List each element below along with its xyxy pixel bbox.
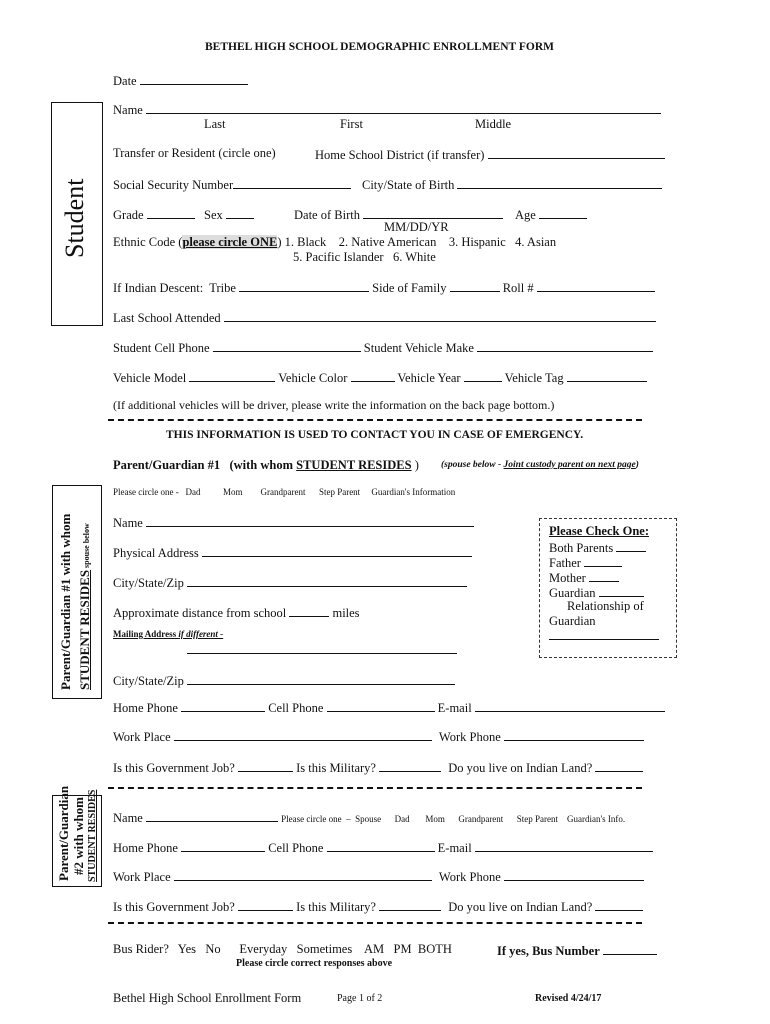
guardian1-heading xyxy=(113,459,419,472)
guardian1-address-field[interactable] xyxy=(202,545,472,557)
guardian2-cell-phone-label: Cell Phone xyxy=(268,841,324,855)
guardian2-name-row xyxy=(113,810,625,825)
guardian1-csz-label: City/State/Zip xyxy=(113,576,184,590)
vehicle-year-label: Vehicle Year xyxy=(397,371,461,385)
ethnic-emphasis: please circle ONE xyxy=(182,235,278,249)
vehicle-make-label: Student Vehicle Make xyxy=(363,341,474,355)
guardian2-military-field[interactable] xyxy=(379,899,441,911)
guardian1-name-label: Name xyxy=(113,516,143,530)
grade-row xyxy=(113,207,195,222)
guardian2-phone-row xyxy=(113,840,653,855)
student-cell-row xyxy=(113,340,653,355)
date-field[interactable] xyxy=(140,73,248,85)
guardian1-address-label: Physical Address xyxy=(113,546,199,560)
roll-label: Roll # xyxy=(502,281,534,295)
guardian1-email-label: E-mail xyxy=(437,701,472,715)
guardian1-cell-phone-field[interactable] xyxy=(327,700,435,712)
name-row xyxy=(113,102,661,117)
bus-number-label: If yes, Bus Number xyxy=(497,944,600,958)
age-field[interactable] xyxy=(539,207,587,219)
bus-number-row xyxy=(497,943,657,958)
ethnic-options-1: 1. Black 2. Native American 3. Hispanic 4. Asian xyxy=(284,235,557,249)
ethnic-label: Ethnic Code ( xyxy=(113,235,183,249)
guardian1-side-label-1: Parent/Guardian #1 with whom xyxy=(58,513,73,690)
guardian1-side-resides: STUDENT RESIDES xyxy=(77,569,92,690)
father-field[interactable] xyxy=(584,555,622,567)
relationship-label-1: Relationship of xyxy=(567,599,644,613)
guardian1-csz-field[interactable] xyxy=(187,575,467,587)
father-label: Father xyxy=(549,556,581,570)
student-name-field[interactable] xyxy=(146,102,661,114)
guardian1-email-field[interactable] xyxy=(475,700,665,712)
vehicle-year-field[interactable] xyxy=(464,370,502,382)
guardian1-csz-row xyxy=(113,575,467,590)
age-row xyxy=(515,207,587,222)
side-of-family-field[interactable] xyxy=(450,280,500,292)
home-district-field[interactable] xyxy=(488,147,665,159)
bus-rider-options[interactable]: Bus Rider? Yes No Everyday Sometimes AM PM BOTH xyxy=(113,942,452,956)
last-school-field[interactable] xyxy=(224,310,656,322)
tribe-label: If Indian Descent: Tribe xyxy=(113,281,236,295)
student-cell-field[interactable] xyxy=(213,340,361,352)
guardian2-work-phone-label: Work Phone xyxy=(438,870,501,884)
age-label: Age xyxy=(515,208,536,222)
vehicle-color-field[interactable] xyxy=(351,370,395,382)
guardian1-circle-options[interactable]: Please circle one - Dad Mom Grandparent Step Parent Guardian's Information xyxy=(113,487,456,497)
guardian1-csz2-field[interactable] xyxy=(187,673,455,685)
mother-field[interactable] xyxy=(589,570,619,582)
grade-label: Grade xyxy=(113,208,144,222)
dob-field[interactable] xyxy=(363,207,503,219)
guardian1-work-row xyxy=(113,729,644,744)
mailing-b: if different - xyxy=(178,629,224,639)
date-row xyxy=(113,73,248,88)
guardian1-cell-phone-label: Cell Phone xyxy=(268,701,324,715)
ethnic-paren: ) xyxy=(277,235,282,249)
transfer-label: Transfer or Resident (circle one) xyxy=(113,146,276,160)
check-both-parents[interactable] xyxy=(549,540,646,555)
guardian-label: Guardian xyxy=(549,586,596,600)
ssn-field[interactable] xyxy=(233,177,351,189)
guardian2-email-label: E-mail xyxy=(437,841,472,855)
ethnic-options-2: 5. Pacific Islander 6. White xyxy=(293,250,436,264)
emergency-heading: THIS INFORMATION IS USED TO CONTACT YOU IN CASE OF EMERGENCY. xyxy=(166,429,584,441)
name-last-label: Last xyxy=(204,117,226,131)
bus-note: Please circle correct responses above xyxy=(236,958,393,969)
guardian-field[interactable] xyxy=(599,585,644,597)
name-middle-label: Middle xyxy=(475,117,512,131)
guardian2-gov-field[interactable] xyxy=(238,899,293,911)
mailing-address-label xyxy=(113,630,223,639)
guardian2-home-phone-label: Home Phone xyxy=(113,841,178,855)
guardian1-work-phone-label: Work Phone xyxy=(438,730,501,744)
distance-label: Approximate distance from school xyxy=(113,606,287,620)
spouse-note-c: ) xyxy=(635,460,639,470)
guardian1-name-field[interactable] xyxy=(146,515,474,527)
birthplace-label: City/State of Birth xyxy=(362,178,455,192)
guardian1-work-phone-field[interactable] xyxy=(504,729,644,741)
date-label: Date xyxy=(113,74,137,88)
guardian2-work-place-field[interactable] xyxy=(174,869,432,881)
name-first-label: First xyxy=(340,117,363,131)
guardian1-address-row xyxy=(113,545,472,560)
guardian2-military-label: Is this Military? xyxy=(296,900,376,914)
footer-page-number: Page 1 of 2 xyxy=(337,993,383,1004)
relationship-label-2: Guardian xyxy=(549,614,596,628)
student-cell-label: Student Cell Phone xyxy=(113,341,210,355)
guardian1-phone-row xyxy=(113,700,665,715)
form-title: BETHEL HIGH SCHOOL DEMOGRAPHIC ENROLLMENT FORM xyxy=(205,41,554,53)
guardian2-side-label-1: Parent/Guardian xyxy=(56,785,71,881)
guardian2-email-field[interactable] xyxy=(475,840,653,852)
guardian1-military-field[interactable] xyxy=(379,760,441,772)
sex-row xyxy=(204,207,254,222)
guardian2-name-field[interactable] xyxy=(146,810,278,822)
relationship-field[interactable] xyxy=(549,628,659,640)
check-guardian[interactable] xyxy=(549,585,644,600)
both-parents-label: Both Parents xyxy=(549,541,614,555)
guardian1-indian-land-field[interactable] xyxy=(595,760,643,772)
spouse-note-a: (spouse below - xyxy=(441,460,504,470)
vehicle-tag-field[interactable] xyxy=(567,370,647,382)
guardian2-work-row xyxy=(113,869,644,884)
guardian1-military-label: Is this Military? xyxy=(296,761,376,775)
guardian2-gov-row xyxy=(113,899,643,914)
check-mother[interactable] xyxy=(549,570,619,585)
home-district-label: Home School District (if transfer) xyxy=(315,148,485,162)
guardian1-work-place-field[interactable] xyxy=(174,729,432,741)
student-side-label: Student xyxy=(60,178,89,258)
indian-descent-row xyxy=(113,280,655,295)
roll-field[interactable] xyxy=(537,280,655,292)
guardian1-heading-a: Parent/Guardian #1 ( xyxy=(113,458,234,472)
guardian1-home-phone-label: Home Phone xyxy=(113,701,178,715)
guardian2-home-phone-field[interactable] xyxy=(181,840,265,852)
guardian2-gov-label: Is this Government Job? xyxy=(113,900,235,914)
footer-form-name: Bethel High School Enrollment Form xyxy=(113,991,302,1005)
bus-number-field[interactable] xyxy=(603,943,657,955)
guardian1-spouse-note xyxy=(441,461,639,471)
ssn-row xyxy=(113,177,351,192)
section-divider-bottom xyxy=(108,922,642,924)
guardian1-distance-row xyxy=(113,605,360,620)
guardian1-gov-row xyxy=(113,760,643,775)
guardian2-circle-options[interactable]: Please circle one – Spouse Dad Mom Grandparent Step Parent Guardian's Info. xyxy=(281,814,626,824)
mother-label: Mother xyxy=(549,571,586,585)
mailing-a: Mailing Address xyxy=(113,629,179,639)
guardian1-gov-field[interactable] xyxy=(238,760,293,772)
birthplace-row xyxy=(362,177,662,192)
guardian1-heading-resides: STUDENT RESIDES xyxy=(296,458,412,472)
dob-label: Date of Birth xyxy=(294,208,360,222)
guardian2-work-place-label: Work Place xyxy=(113,870,171,884)
home-district-row xyxy=(315,147,665,162)
guardian1-csz2-label: City/State/Zip xyxy=(113,674,184,688)
both-parents-field[interactable] xyxy=(616,540,646,552)
guardian2-cell-phone-field[interactable] xyxy=(327,840,435,852)
guardian2-name-label: Name xyxy=(113,811,143,825)
guardian2-side-label-2: #2 with whom xyxy=(71,796,86,875)
grade-field[interactable] xyxy=(147,207,195,219)
vehicle-model-label: Vehicle Model xyxy=(113,371,187,385)
footer-revised: Revised 4/24/17 xyxy=(535,993,602,1004)
guardian2-work-phone-field[interactable] xyxy=(504,869,644,881)
guardian1-csz2-row xyxy=(113,673,455,688)
guardian1-heading-b: with whom xyxy=(233,458,297,472)
guardian1-side-label-2 xyxy=(77,523,93,690)
birthplace-field[interactable] xyxy=(457,177,662,189)
guardian1-gov-label: Is this Government Job? xyxy=(113,761,235,775)
guardian1-heading-d: ) xyxy=(411,458,419,472)
check-father[interactable] xyxy=(549,555,622,570)
name-label: Name xyxy=(113,103,143,117)
guardian2-side-label-3: STUDENT RESIDES xyxy=(87,789,98,882)
side-of-family-label: Side of Family xyxy=(372,281,447,295)
additional-vehicles-note: (If additional vehicles will be driver, please write the information on the back page bottom.) xyxy=(113,398,555,412)
tribe-field[interactable] xyxy=(239,280,369,292)
sex-label: Sex xyxy=(204,208,223,222)
vehicle-row xyxy=(113,370,647,385)
guardian1-indian-land-label: Do you live on Indian Land? xyxy=(448,761,593,775)
guardian2-indian-land-label: Do you live on Indian Land? xyxy=(448,900,593,914)
last-school-row xyxy=(113,310,656,325)
guardian1-home-phone-field[interactable] xyxy=(181,700,265,712)
ethnic-row xyxy=(113,236,556,249)
guardian1-work-place-label: Work Place xyxy=(113,730,171,744)
miles-label: miles xyxy=(332,606,360,620)
vehicle-tag-label: Vehicle Tag xyxy=(504,371,564,385)
last-school-label: Last School Attended xyxy=(113,311,221,325)
joint-custody-note: Joint custody parent on next page xyxy=(503,460,636,470)
section-divider-top xyxy=(108,419,642,421)
guardian2-indian-land-field[interactable] xyxy=(595,899,643,911)
sex-field[interactable] xyxy=(226,207,254,219)
guardian1-name-row xyxy=(113,515,474,530)
guardian1-side-spouse: spouse below xyxy=(82,523,91,570)
vehicle-model-field[interactable] xyxy=(189,370,275,382)
vehicle-make-field[interactable] xyxy=(477,340,653,352)
ssn-label: Social Security Number xyxy=(113,178,234,192)
vehicle-color-label: Vehicle Color xyxy=(278,371,348,385)
check-one-title: Please Check One: xyxy=(549,524,649,538)
distance-field[interactable] xyxy=(289,605,329,617)
dob-format-hint: MM/DD/YR xyxy=(384,220,449,234)
section-divider-mid xyxy=(108,787,642,789)
mailing-address-field[interactable] xyxy=(187,642,457,654)
